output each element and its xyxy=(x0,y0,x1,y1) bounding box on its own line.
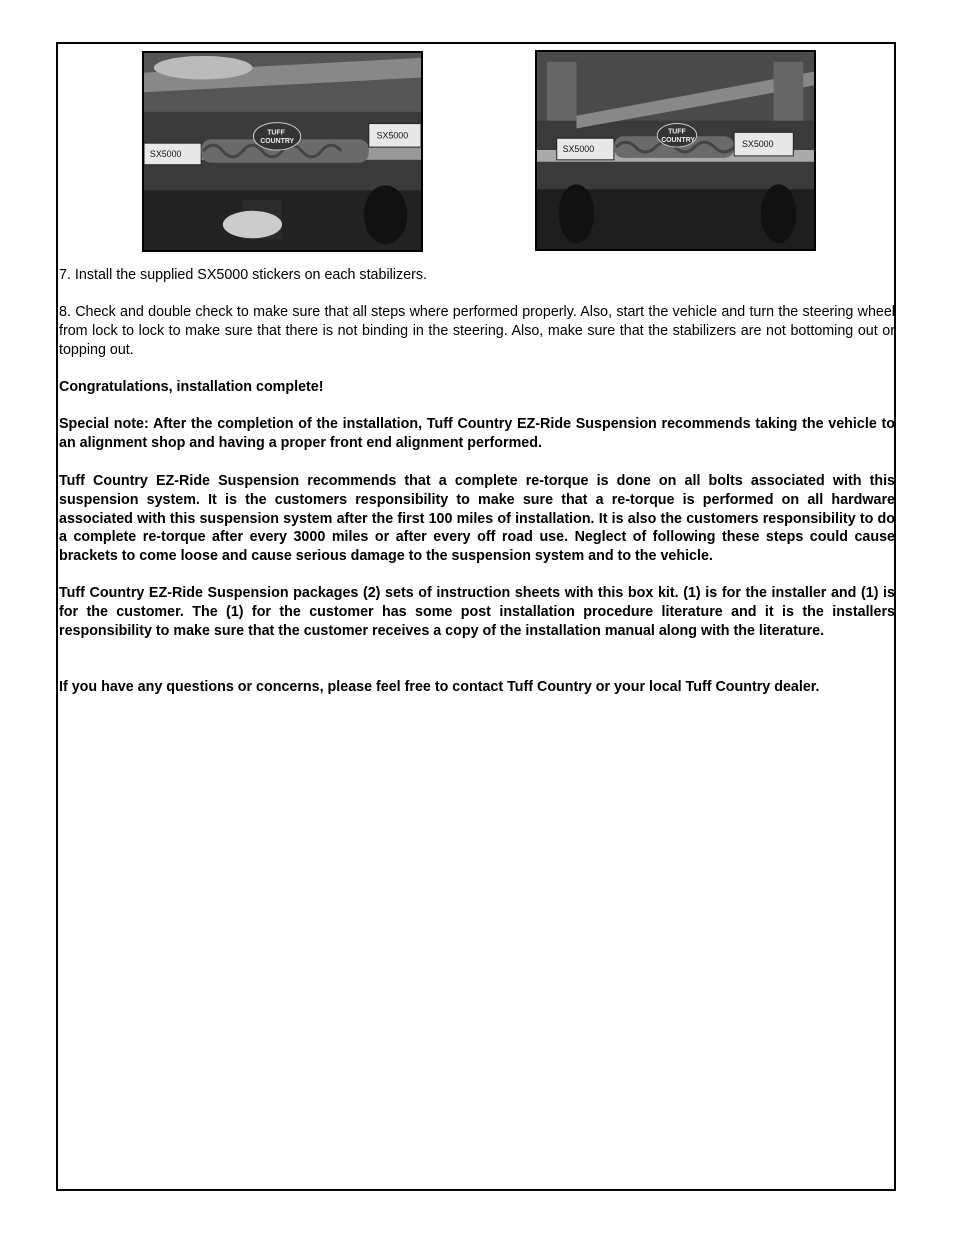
photo-stabilizer-installed xyxy=(535,50,816,251)
sticker-text-left-a: SX5000 xyxy=(149,148,182,159)
logo-text-left-top: TUFF xyxy=(267,129,285,137)
retorque-note: Tuff Country EZ-Ride Suspension recommends that a complete re-torque is done on all bolts associated with this suspension system. It is the customers responsibility to make sure that a re-torque is performed on all hardware associated with this suspension system after the first 100 miles of installation. It is also the customers responsibility to do a complete re-torque after every 3000 miles or after every off road use. Neglect of following these steps could cause brackets to come loose and cause serious damage to the suspension system and to the vehicle. xyxy=(59,473,895,565)
photo-stabilizer-install xyxy=(142,51,423,252)
logo-text-right-bottom: COUNTRY xyxy=(661,137,696,145)
logo-text-left-bottom: COUNTRY xyxy=(260,138,295,146)
sticker-text-right-a: SX5000 xyxy=(562,143,595,154)
instruction-sheets-note: Tuff Country EZ-Ride Suspension packages (2) sets of instruction sheets with this box kit. (1) is for the installer and (1) is for the customer. The (1) for the customer has some post installation procedure literature and it is the installers responsibility to make sure that the customer receives a copy of the installation manual along with the literature. xyxy=(59,585,895,639)
logo-text-right-top: TUFF xyxy=(668,128,686,136)
sticker-text-left-b: SX5000 xyxy=(376,130,409,141)
step-8: 8. Check and double check to make sure that all steps where performed properly. Also, start the vehicle and turn the steering wheel from lock to lock to make sure that there is not binding in the steering. Also, make sure that the stabilizers are not bottoming out or topping out. xyxy=(59,304,895,358)
step-7: 7. Install the supplied SX5000 stickers on each stabilizers. xyxy=(59,267,427,283)
sticker-text-right-b: SX5000 xyxy=(742,139,774,150)
congratulations-note: Congratulations, installation complete! xyxy=(59,379,324,395)
special-note: Special note: After the completion of the installation, Tuff Country EZ-Ride Suspension recommends taking the vehicle to an alignment shop and having a proper front end alignment performed. xyxy=(59,416,895,451)
contact-note: If you have any questions or concerns, please feel free to contact Tuff Country or your local Tuff Country dealer. xyxy=(59,679,820,695)
